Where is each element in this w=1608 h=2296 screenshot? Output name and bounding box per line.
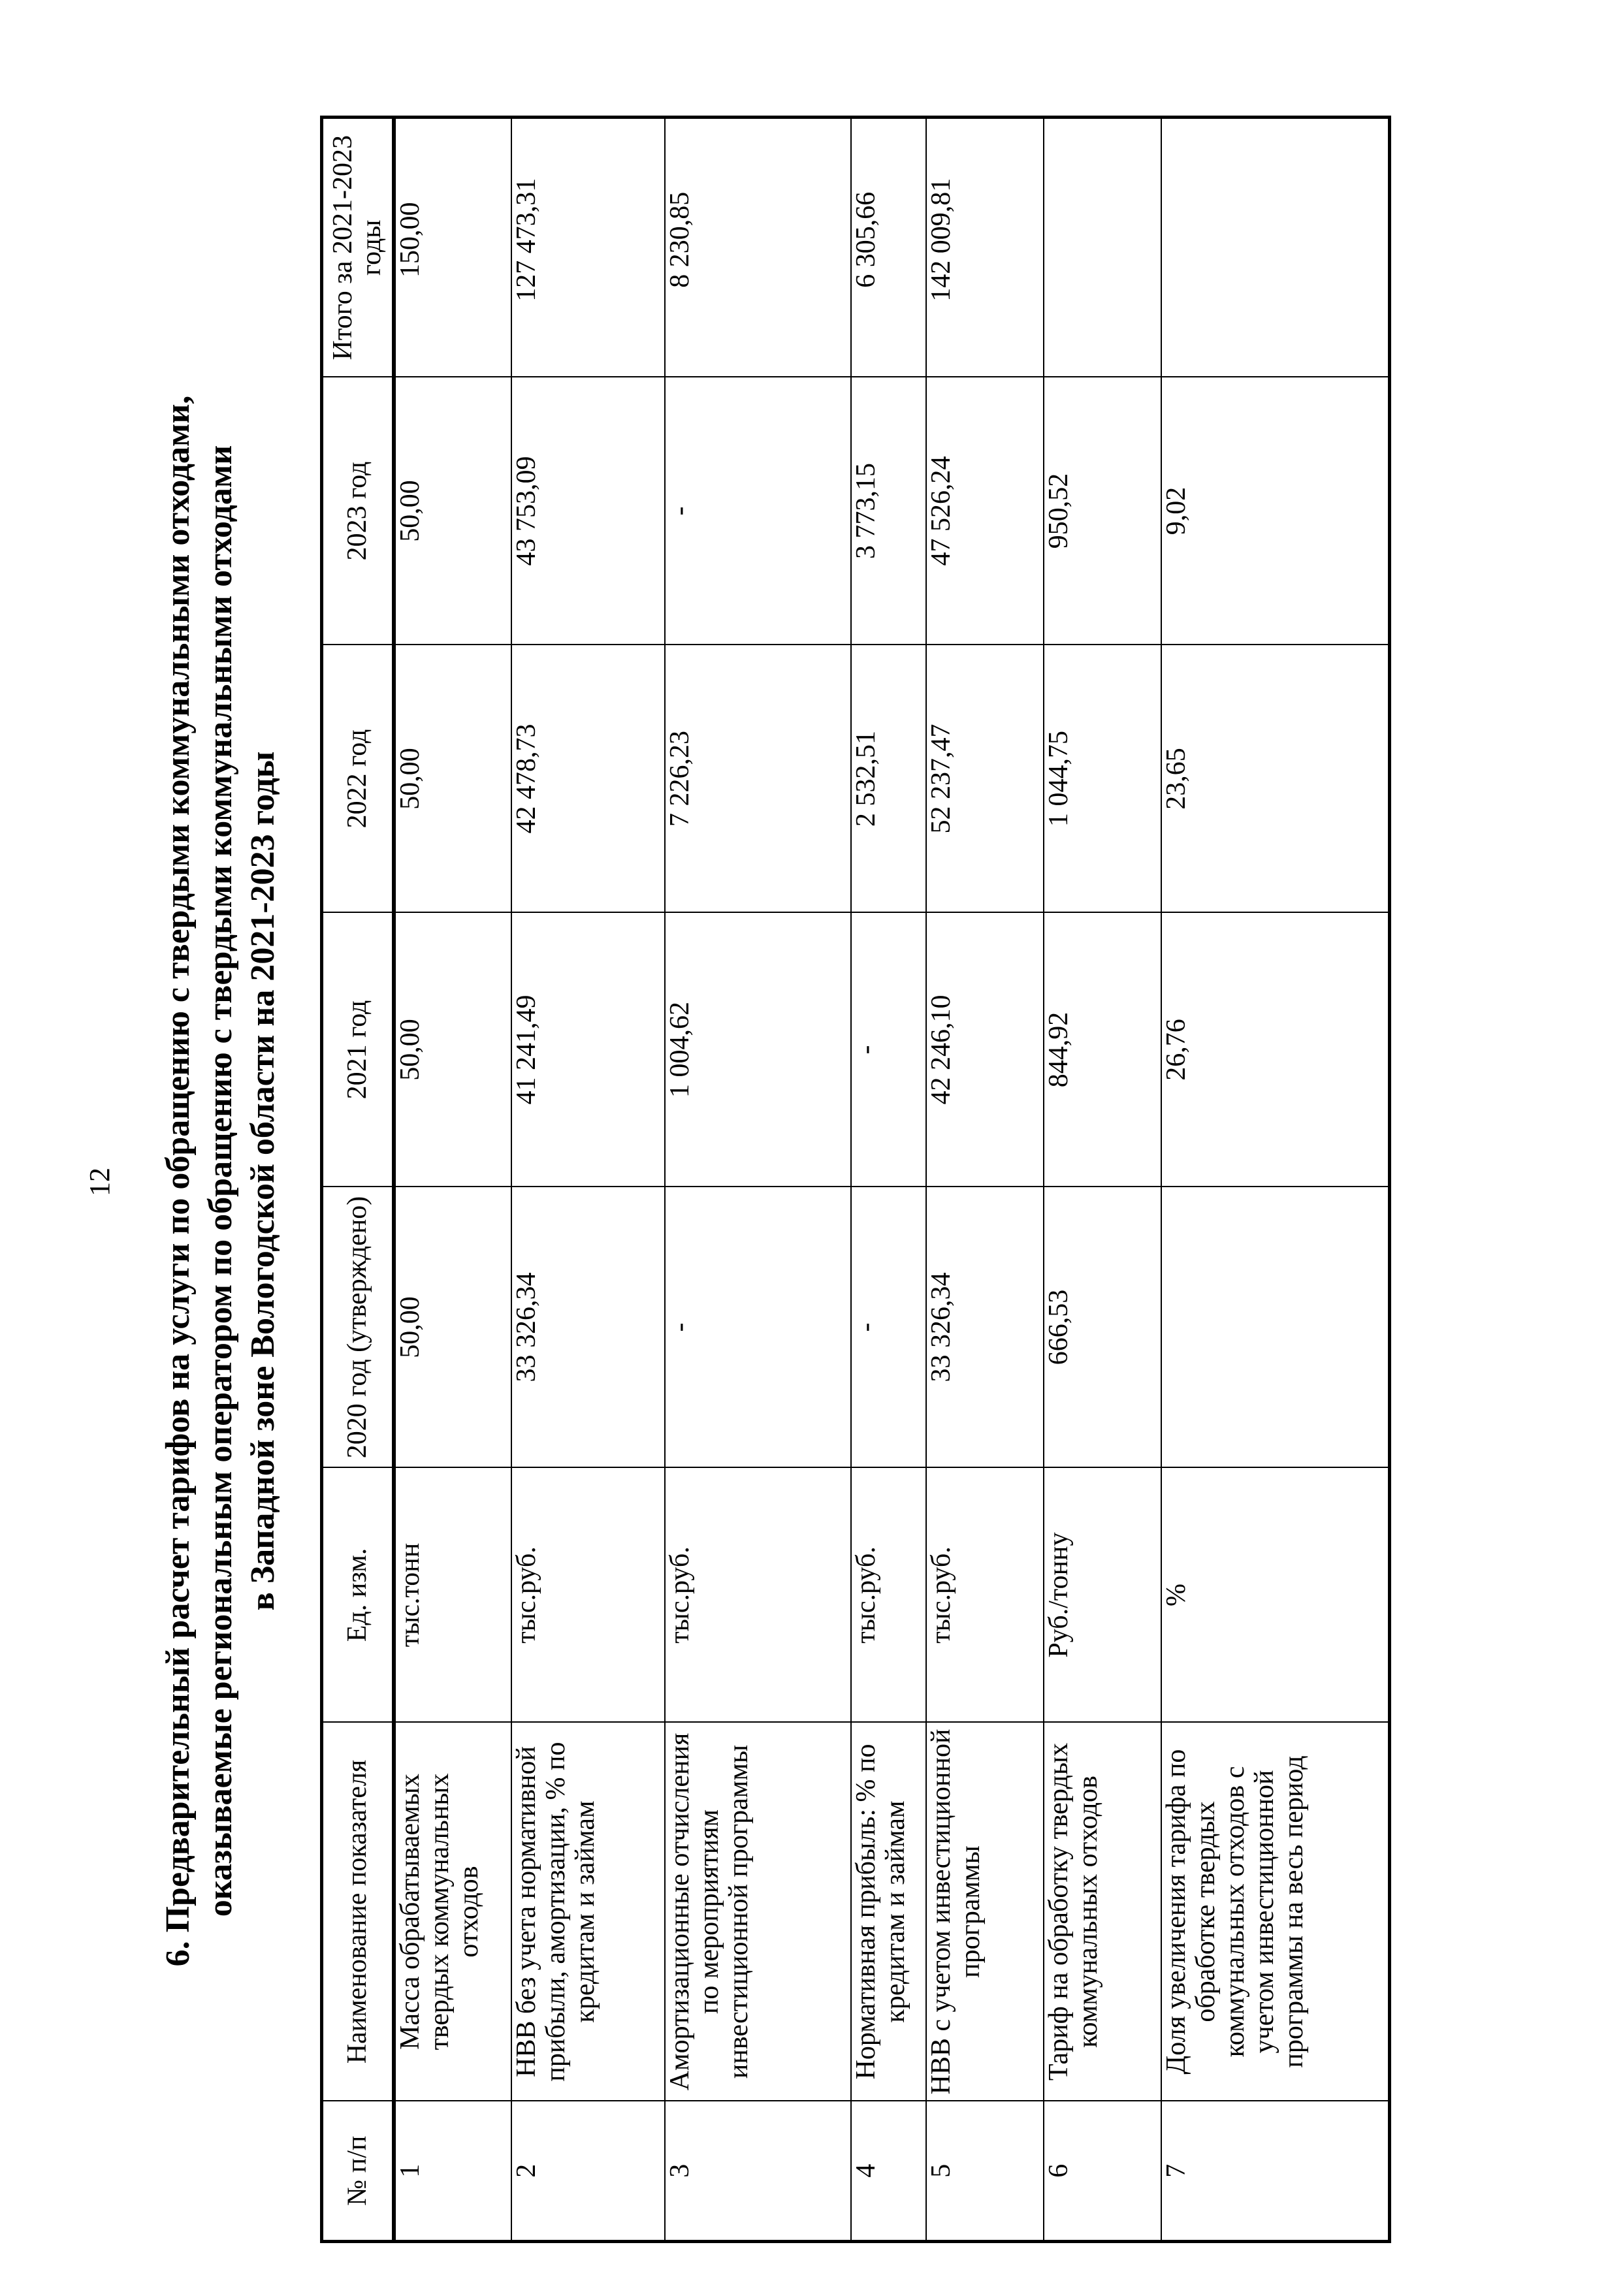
cell-2021: 50,00 bbox=[394, 913, 511, 1187]
row-name: Амортизационные отчисления по мероприятиям инвестиционной программы bbox=[665, 1723, 851, 2101]
cell-2023: 43 753,09 bbox=[511, 377, 665, 645]
cell-total: 142 009,81 bbox=[926, 118, 1044, 377]
table-row bbox=[926, 118, 1044, 2242]
cell-2020: - bbox=[665, 1187, 851, 1468]
cell-2023: 3 773,15 bbox=[851, 377, 926, 645]
page-number: 12 bbox=[84, 1168, 116, 1196]
title-line-1: 6. Предварительный расчет тарифов на услуги по обращению с твердыми коммунальными отходами, bbox=[159, 395, 197, 1967]
cell-2021: 844,92 bbox=[1044, 913, 1161, 1187]
cell-2023: 950,52 bbox=[1044, 377, 1161, 645]
header-name: Наименование показателя bbox=[322, 1723, 394, 2101]
cell-2020: 50,00 bbox=[394, 1187, 511, 1468]
cell-2020: - bbox=[851, 1187, 926, 1468]
row-unit: % bbox=[1161, 1468, 1390, 1723]
header-2023: 2023 год bbox=[322, 377, 394, 645]
cell-2022: 50,00 bbox=[394, 645, 511, 913]
cell-2021: 41 241,49 bbox=[511, 913, 665, 1187]
cell-2022: 23,65 bbox=[1161, 645, 1390, 913]
header-total: Итого за 2021-2023 годы bbox=[322, 118, 394, 377]
cell-2020: 33 326,34 bbox=[511, 1187, 665, 1468]
cell-2021: 42 246,10 bbox=[926, 913, 1044, 1187]
section-title bbox=[157, 119, 284, 2243]
header-2020: 2020 год (утверждено) bbox=[322, 1187, 394, 1468]
row-num: 1 bbox=[394, 2101, 511, 2242]
row-name: Доля увеличения тарифа по обработке твердых коммунальных отходов с учетом инвестиционной программы на весь период bbox=[1161, 1723, 1390, 2101]
row-num: 2 bbox=[511, 2101, 665, 2242]
row-num: 3 bbox=[665, 2101, 851, 2242]
cell-total: 127 473,31 bbox=[511, 118, 665, 377]
cell-2022: 52 237,47 bbox=[926, 645, 1044, 913]
cell-total bbox=[1044, 118, 1161, 377]
cell-2023: 47 526,24 bbox=[926, 377, 1044, 645]
cell-2021: 26,76 bbox=[1161, 913, 1390, 1187]
table-row bbox=[665, 118, 851, 2242]
header-unit: Ед. изм. bbox=[322, 1468, 394, 1723]
cell-2023: 50,00 bbox=[394, 377, 511, 645]
cell-2021: - bbox=[851, 913, 926, 1187]
title-line-2: оказываемые региональным оператором по обращению с твердыми коммунальными отходами bbox=[202, 445, 239, 1917]
row-name: НВВ без учета нормативной прибыли, амортизации, % по кредитам и займам bbox=[511, 1723, 665, 2101]
row-unit: тыс.руб. bbox=[665, 1468, 851, 1723]
cell-total bbox=[1161, 118, 1390, 377]
row-num: 5 bbox=[926, 2101, 1044, 2242]
row-unit: Руб./тонну bbox=[1044, 1468, 1161, 1723]
row-unit: тыс.руб. bbox=[851, 1468, 926, 1723]
header-2021: 2021 год bbox=[322, 913, 394, 1187]
cell-2022: 2 532,51 bbox=[851, 645, 926, 913]
cell-2020: 666,53 bbox=[1044, 1187, 1161, 1468]
cell-2022: 42 478,73 bbox=[511, 645, 665, 913]
row-num: 6 bbox=[1044, 2101, 1161, 2242]
row-num: 7 bbox=[1161, 2101, 1390, 2242]
row-unit: тыс.руб. bbox=[511, 1468, 665, 1723]
row-unit: тыс.руб. bbox=[926, 1468, 1044, 1723]
table-row bbox=[511, 118, 665, 2242]
title-line-3: в Западной зоне Вологодской области на 2021-2023 годы bbox=[244, 751, 281, 1611]
table-header-row bbox=[322, 118, 394, 2242]
cell-2023: - bbox=[665, 377, 851, 645]
row-name: НВВ с учетом инвестиционной программы bbox=[926, 1723, 1044, 2101]
cell-2021: 1 004,62 bbox=[665, 913, 851, 1187]
tariff-table bbox=[320, 116, 1391, 2243]
cell-total: 6 305,66 bbox=[851, 118, 926, 377]
header-2022: 2022 год bbox=[322, 645, 394, 913]
cell-total: 150,00 bbox=[394, 118, 511, 377]
table-row bbox=[394, 118, 511, 2242]
cell-2022: 1 044,75 bbox=[1044, 645, 1161, 913]
row-name: Нормативная прибыль: % по кредитам и займам bbox=[851, 1723, 926, 2101]
cell-total: 8 230,85 bbox=[665, 118, 851, 377]
row-name: Масса обрабатываемых твердых коммунальных отходов bbox=[394, 1723, 511, 2101]
table-row bbox=[851, 118, 926, 2242]
table-row bbox=[1044, 118, 1161, 2242]
cell-2020 bbox=[1161, 1187, 1390, 1468]
row-num: 4 bbox=[851, 2101, 926, 2242]
header-num: № п/п bbox=[322, 2101, 394, 2242]
cell-2023: 9,02 bbox=[1161, 377, 1390, 645]
table-row bbox=[1161, 118, 1390, 2242]
cell-2020: 33 326,34 bbox=[926, 1187, 1044, 1468]
row-name: Тариф на обработку твердых коммунальных отходов bbox=[1044, 1723, 1161, 2101]
cell-2022: 7 226,23 bbox=[665, 645, 851, 913]
row-unit: тыс.тонн bbox=[394, 1468, 511, 1723]
